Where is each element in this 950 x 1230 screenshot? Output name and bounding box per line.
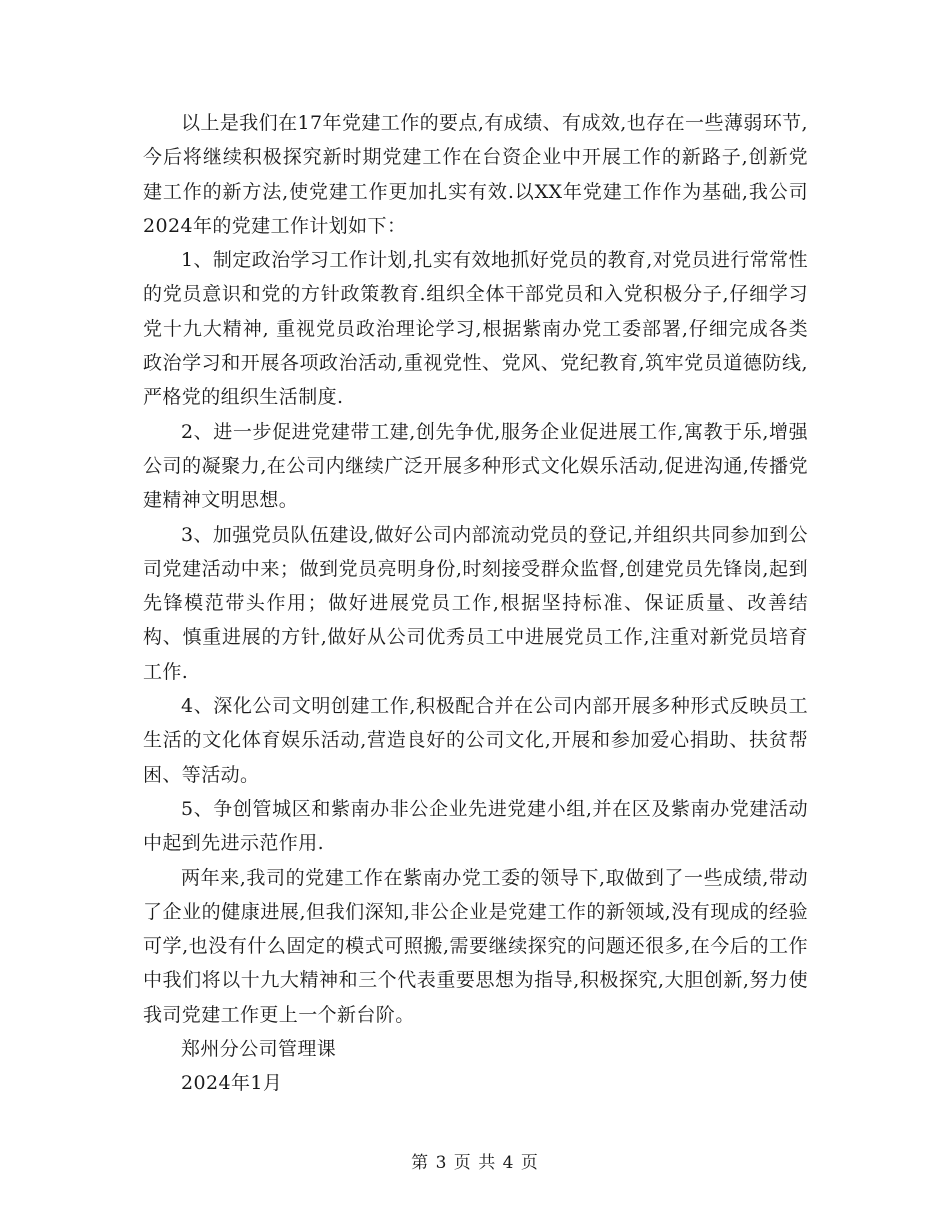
paragraph-intro: 以上是我们在17年党建工作的要点,有成绩、有成效,也存在一些薄弱环节,今后将继续积极探究新时期党建工作在台资企业中开展工作的新路子,创新党建工作的新方法,使党建工作更加扎实有效.以XX年党建工作作为基础,我公司2024年的党建工作计划如下： <box>143 112 808 237</box>
paragraph-item-5: 5、争创管城区和紫南办非公企业先进党建小组,并在区及紫南办党建活动中起到先进示范作用. <box>143 797 808 855</box>
date-line: 2024年1月 <box>181 1072 283 1095</box>
paragraph-item-4: 4、深化公司文明创建工作,积极配合并在公司内部开展多种形式反映员工生活的文化体育娱乐活动,营造良好的公司文化,开展和参加爱心捐助、扶贫帮困、等活动。 <box>143 695 808 786</box>
paragraph-item-2: 2、进一步促进党建带工建,创先争优,服务企业促进展工作,寓教于乐,增强公司的凝聚力,在公司内继续广泛开展多种形式文化娱乐活动,促进沟通,传播党建精神文明思想。 <box>143 420 808 512</box>
signature-line: 郑州分公司管理课 <box>181 1038 337 1061</box>
document-body <box>143 106 808 1101</box>
paragraph-item-1: 1、制定政治学习工作计划,扎实有效地抓好党员的教育,对党员进行常常性的党员意识和党的方针政策教育.组织全体干部党员和入党积极分子,仔细学习党十九大精神, 重视党员政治理论学习,根据紫南办党工委部署,仔细完成各类政治学习和开展各项政治活动,重视党性、党风、党纪教育,筑牢党员道德防线,严格党的组织生活制度. <box>143 249 808 409</box>
page-number-footer: 第 3 页 共 4 页 <box>411 1153 539 1173</box>
paragraph-item-3: 3、加强党员队伍建设,做好公司内部流动党员的登记,并组织共同参加到公司党建活动中来；做到党员亮明身份,时刻接受群众监督,创建党员先锋岗,起到先锋模范带头作用；做好进展党员工作,根据坚持标准、保证质量、改善结构、慎重进展的方针,做好从公司优秀员工中进展党员工作,注重对新党员培育工作. <box>143 523 808 683</box>
paragraph-conclusion: 两年来,我司的党建工作在紫南办党工委的领导下,取做到了一些成绩,带动了企业的健康进展,但我们深知,非公企业是党建工作的新领域,没有现成的经验可学,也没有什么固定的模式可照搬,需要继续探究的问题还很多,在今后的工作中我们将以十九大精神和三个代表重要思想为指导,积极探究,大胆创新,努力使我司党建工作更上一个新台阶。 <box>143 866 808 1026</box>
